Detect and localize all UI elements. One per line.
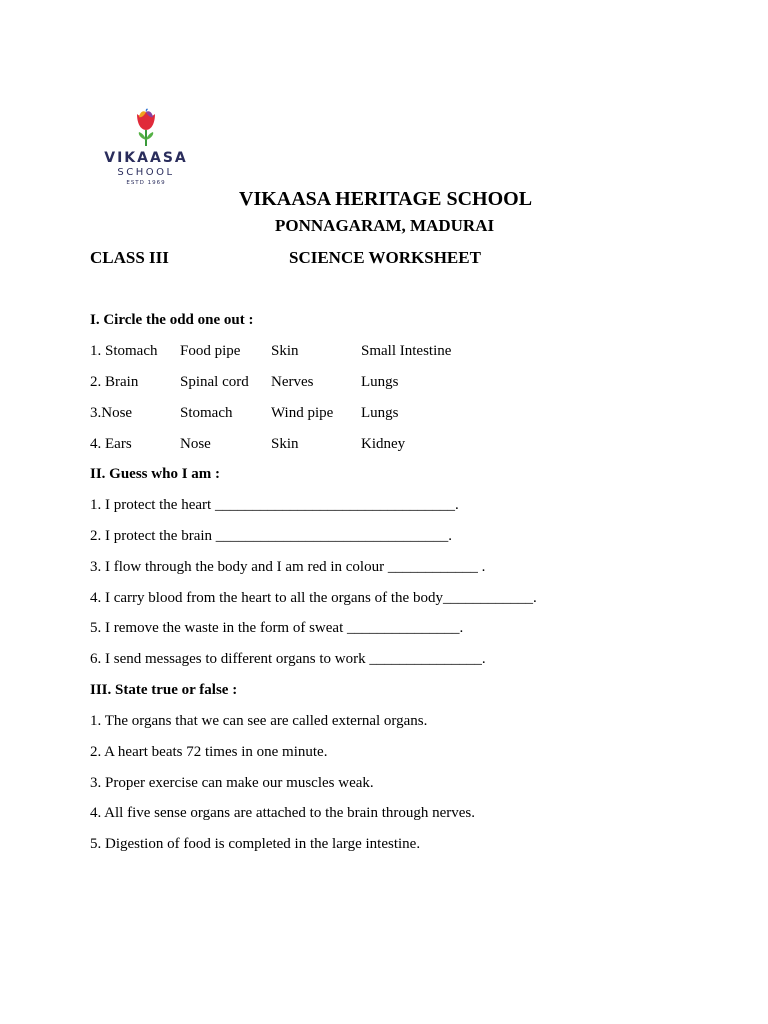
section-3-title: III. State true or false :: [90, 682, 238, 698]
guess-item: 2. I protect the brain _______________________________.: [90, 528, 453, 544]
option-cell: Lungs: [361, 405, 399, 421]
true-false-item: 4. All five sense organs are attached to the brain through nerves.: [90, 805, 476, 821]
guess-item: 6. I send messages to different organs to work _______________.: [90, 651, 486, 667]
true-false-item: 5. Digestion of food is completed in the large intestine.: [90, 836, 421, 852]
option-cell: 1. Stomach: [90, 343, 158, 359]
school-name: VIKAASA HERITAGE SCHOOL: [239, 188, 533, 210]
option-cell: Stomach: [180, 405, 233, 421]
option-cell: Nerves: [271, 374, 314, 390]
guess-item: 4. I carry blood from the heart to all the organs of the body____________.: [90, 590, 537, 606]
option-cell: Kidney: [361, 436, 406, 452]
true-false-item: 2. A heart beats 72 times in one minute.: [90, 744, 328, 760]
option-cell: 4. Ears: [90, 436, 132, 452]
option-cell: Skin: [271, 343, 299, 359]
section-2-title: II. Guess who I am :: [90, 466, 221, 482]
guess-item: 3. I flow through the body and I am red in colour ____________ .: [90, 559, 486, 575]
school-location: PONNAGARAM, MADURAI: [275, 216, 495, 235]
tulip-logo-icon: [132, 108, 160, 148]
option-cell: Small Intestine: [361, 343, 452, 359]
true-false-item: 1. The organs that we can see are called external organs.: [90, 713, 428, 729]
worksheet-title: SCIENCE WORKSHEET: [289, 248, 481, 267]
logo-subtitle: SCHOOL: [117, 167, 175, 178]
class-label: CLASS III: [90, 248, 169, 267]
guess-item: 5. I remove the waste in the form of sweat _______________.: [90, 620, 464, 636]
section-1-title: I. Circle the odd one out :: [90, 312, 254, 328]
option-cell: Skin: [271, 436, 299, 452]
logo-name: VIKAASA: [104, 150, 188, 166]
true-false-item: 3. Proper exercise can make our muscles weak.: [90, 775, 374, 791]
school-logo: [98, 108, 194, 204]
logo-estd: ESTD 1969: [126, 180, 166, 186]
option-cell: Nose: [180, 436, 211, 452]
option-cell: Food pipe: [180, 343, 241, 359]
guess-item: 1. I protect the heart ________________________________.: [90, 497, 459, 513]
option-cell: Wind pipe: [271, 405, 334, 421]
option-cell: Lungs: [361, 374, 399, 390]
option-cell: 3.Nose: [90, 405, 133, 421]
option-cell: 2. Brain: [90, 374, 139, 390]
option-cell: Spinal cord: [180, 374, 249, 390]
